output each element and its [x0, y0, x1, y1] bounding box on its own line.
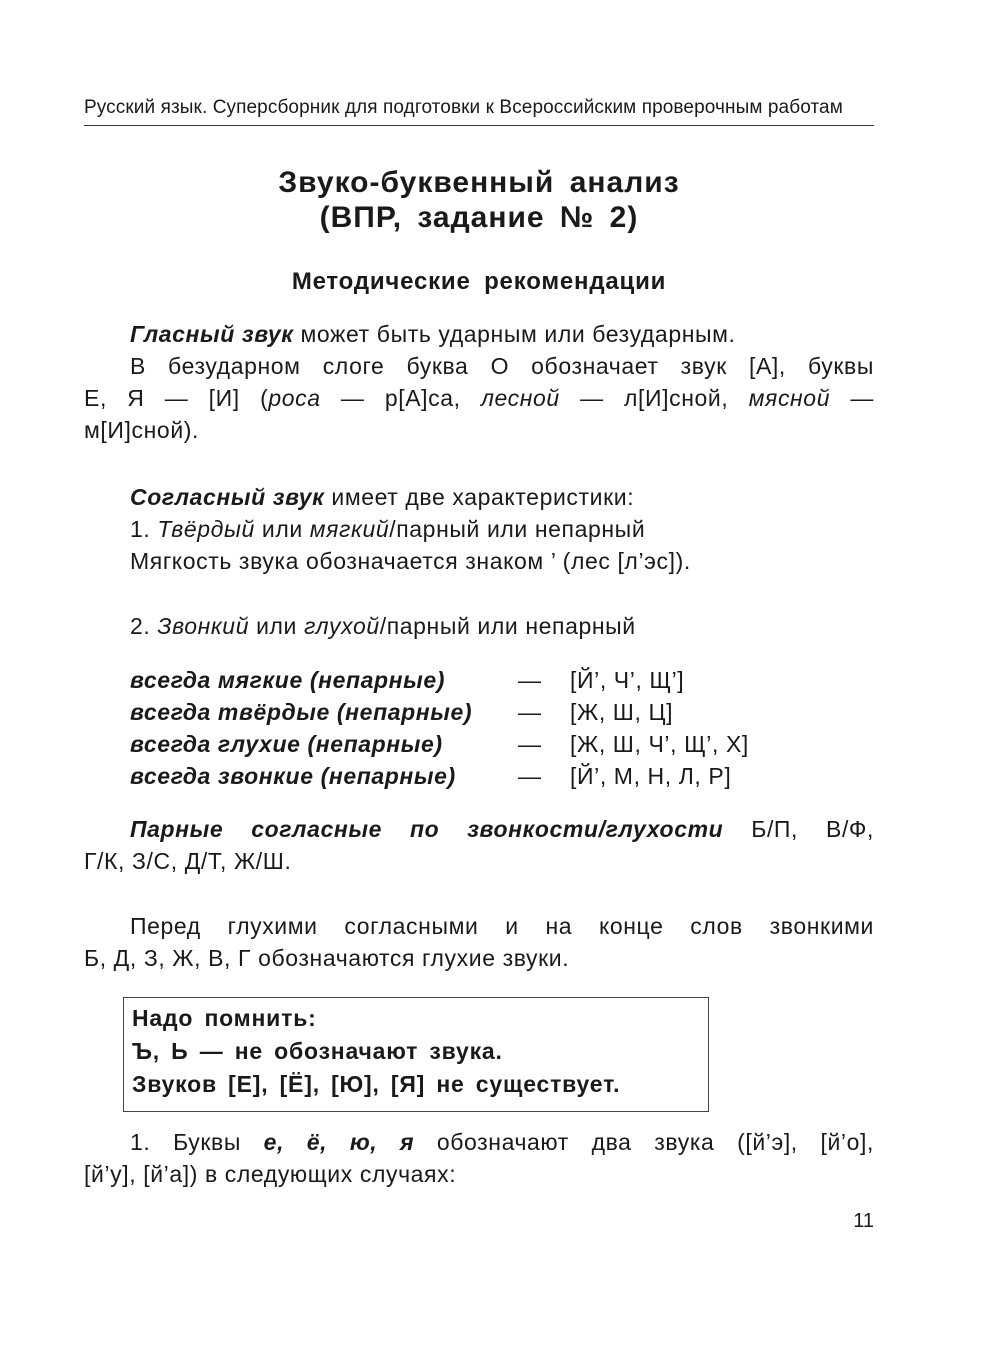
vowel-line-3-part-d: —	[830, 385, 874, 411]
pairs-text-1: Б/П, В/Ф,	[723, 816, 875, 842]
letters-paragraph	[84, 1126, 874, 1190]
consonant-item-2	[84, 610, 874, 642]
vowel-line-4: м[И]сной).	[84, 417, 200, 443]
devoicing-paragraph	[84, 910, 874, 974]
consonant-soft: мягкий	[309, 516, 390, 542]
rule-value: [Ж, Ш, Ц]	[570, 699, 674, 725]
devoicing-line-2: Б, Д, З, Ж, В, Г обозначаются глухие звуки.	[84, 945, 570, 971]
rule-label: всегда мягкие (непарные)	[130, 667, 446, 693]
page-title	[84, 165, 874, 235]
pairs-paragraph	[84, 813, 874, 877]
consonant-item-2-num: 2.	[130, 613, 158, 639]
rule-value: [Ж, Ш, Ч’, Щ’, Х]	[570, 731, 749, 757]
running-header: Русский язык. Суперсборник для подготовки к Всероссийским проверочным работам	[84, 97, 843, 118]
consonant-voiceless: глухой	[304, 613, 380, 639]
letters-line-2: [й’у], [й’а]) в следующих случаях:	[84, 1161, 457, 1187]
vowel-line-3-part-c: — л[И]сной,	[559, 385, 749, 411]
rule-dash: —	[518, 699, 542, 725]
rule-value: [Й’, М, Н, Л, Р]	[570, 763, 732, 789]
vowel-line-2: В безударном слоге буква О обозначает звук [А], буквы	[130, 353, 874, 379]
consonant-item-2-rest: /парный или непарный	[379, 613, 636, 639]
note-line-2: Звуков [Е], [Ё], [Ю], [Я] не существует.	[132, 1071, 621, 1097]
page-number: 11	[853, 1210, 874, 1232]
letters-text-c: обозначают два звука ([й’э], [й’о],	[414, 1129, 875, 1155]
pairs-line-2: Г/К, З/С, Д/Т, Ж/Ш.	[84, 848, 292, 874]
consonant-item-1-rest: /парный или непарный	[389, 516, 646, 542]
letters-text-a: 1. Буквы	[130, 1129, 264, 1155]
rule-label: всегда глухие (непарные)	[130, 731, 443, 757]
header-divider	[84, 125, 874, 126]
vowel-term: Гласный звук	[130, 321, 294, 347]
consonant-item-1-num: 1.	[130, 516, 158, 542]
rule-dash: —	[518, 731, 542, 757]
letters-line-1	[84, 1126, 874, 1158]
consonant-hard: Твёрдый	[157, 516, 255, 542]
consonant-line-4	[84, 610, 874, 642]
vowel-line-1	[84, 318, 874, 350]
rule-dash: —	[518, 763, 542, 789]
rule-label: всегда звонкие (непарные)	[130, 763, 456, 789]
note-line-1: Ъ, Ь — не обозначают звука.	[132, 1038, 503, 1064]
note-heading: Надо помнить:	[132, 1005, 317, 1031]
example-lesnoy: лесной	[480, 385, 560, 411]
vowel-text: может быть ударным или безударным.	[293, 321, 736, 347]
vowel-line-3-part-a: Е, Я — [И] (	[84, 385, 269, 411]
consonant-line-2	[84, 513, 874, 545]
section-subtitle: Методические рекомендации	[291, 268, 667, 295]
rule-value: [Й’, Ч’, Щ’]	[570, 667, 685, 693]
vowel-line-3	[84, 382, 874, 414]
example-myasnoy: мясной	[748, 385, 831, 411]
example-rosa: роса	[268, 385, 321, 411]
consonant-or-2: или	[249, 613, 304, 639]
title-line-1: Звуко-буквенный анализ	[278, 166, 680, 199]
note-box	[123, 997, 709, 1112]
softness-line: Мягкость звука обозначается знаком ’ (лес [л’эс]).	[130, 548, 691, 574]
letters-list: е, ё, ю, я	[263, 1129, 415, 1155]
vowel-line-3-part-b: — р[А]са,	[320, 385, 481, 411]
consonant-line-1	[84, 481, 874, 513]
consonant-term: Согласный звук	[130, 484, 325, 510]
vowel-paragraph	[84, 318, 874, 446]
pairs-term: Парные согласные по звонкости/глухости	[130, 816, 724, 842]
title-line-2: (ВПР, задание № 2)	[319, 201, 639, 234]
consonant-or-1: или	[254, 516, 310, 542]
rule-label: всегда твёрдые (непарные)	[130, 699, 473, 725]
pairs-line-1	[84, 813, 874, 845]
consonant-voiced: Звонкий	[157, 613, 250, 639]
consonant-text: имеет две характеристики:	[324, 484, 635, 510]
consonant-paragraph	[84, 481, 874, 577]
devoicing-line-1: Перед глухими согласными и на конце слов звонкими	[130, 913, 874, 939]
rule-dash: —	[518, 667, 542, 693]
